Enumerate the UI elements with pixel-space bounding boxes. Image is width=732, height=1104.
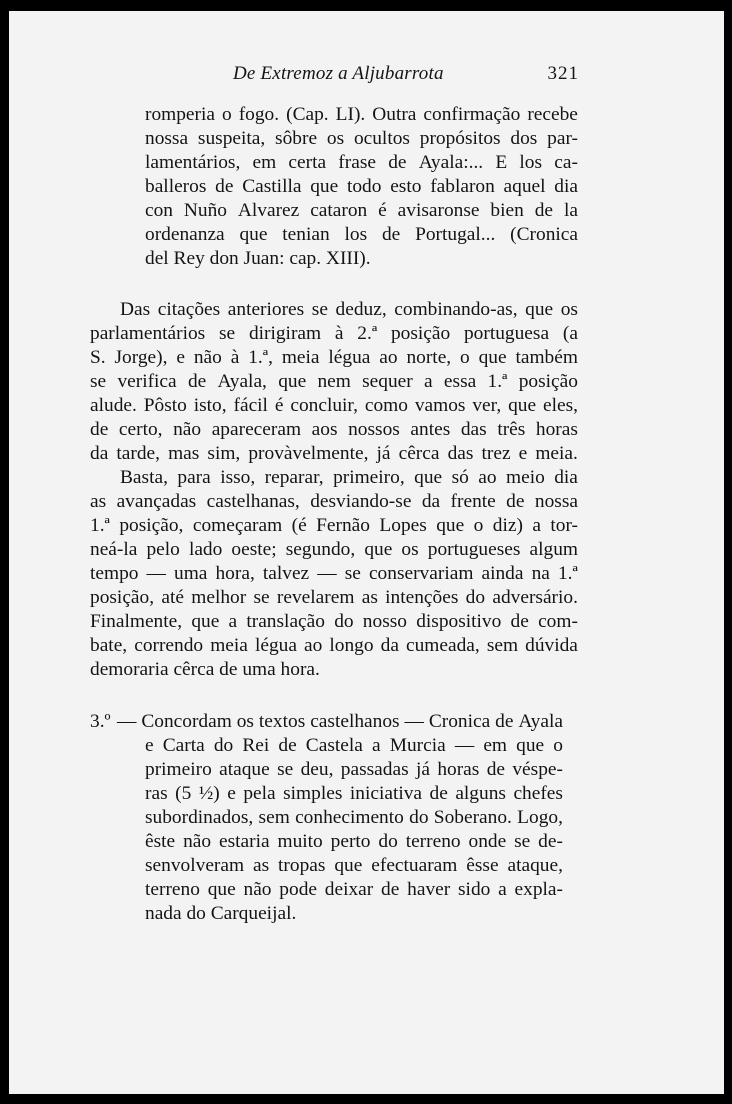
text-line: Das citações anteriores se deduz, combinando-as, que os xyxy=(120,299,578,320)
page-number: 321 xyxy=(547,63,579,84)
text-line: alude. Pôsto isto, fácil é concluir, como vamos ver, que eles, xyxy=(90,395,578,416)
text-line: lamentários, em certa frase de Ayala:... E los ca- xyxy=(145,152,578,173)
item-marker: 3.º xyxy=(90,711,111,732)
text-line: 1.ª posição, começaram (é Fernão Lopes que o diz) a tor- xyxy=(90,515,578,536)
text-line: neá-la pelo lado oeste; segundo, que os portugueses algum xyxy=(90,539,578,560)
text-line: primeiro ataque se deu, passadas já horas de véspe- xyxy=(145,759,563,780)
page-header xyxy=(89,63,579,93)
text-line: Basta, para isso, reparar, primeiro, que só ao meio dia xyxy=(120,467,578,488)
text-line: da tarde, mas sim, provàvelmente, já cêrca das trez e meia. xyxy=(90,443,578,464)
text-line: S. Jorge), e não à 1.ª, meia légua ao norte, o que também xyxy=(90,347,578,368)
text-line: senvolveram as tropas que efectuaram êsse ataque, xyxy=(145,855,563,876)
text-line: e Carta do Rei de Castela a Murcia — em que o xyxy=(145,735,563,756)
text-line: demoraria cêrca de uma hora. xyxy=(90,659,320,680)
text-line: con Nuño Alvarez cataron é avisaronse bien de la xyxy=(145,200,578,221)
text-line: as avançadas castelhanas, desviando-se da frente de nossa xyxy=(90,491,578,512)
text-line: terreno que não pode deixar de haver sido a expla- xyxy=(145,879,563,900)
text-line: nada do Carqueijal. xyxy=(145,903,297,924)
text-line: — Concordam os textos castelhanos — Cronica de Ayala xyxy=(117,711,563,732)
text-line: balleros de Castilla que todo esto fablaron aquel dia xyxy=(145,176,578,197)
text-line: ordenanza que tenian los de Portugal... (Cronica xyxy=(145,224,578,245)
text-line: Finalmente, que a translação do nosso dispositivo de com- xyxy=(90,611,578,632)
text-line: bate, correndo meia légua ao longo da cumeada, sem dúvida xyxy=(90,635,578,656)
text-line: se verifica de Ayala, que nem sequer a essa 1.ª posição xyxy=(90,371,578,392)
text-line: de certo, não apareceram aos nossos antes das três horas xyxy=(90,419,578,440)
text-line: subordinados, sem conhecimento do Soberano. Logo, xyxy=(145,807,563,828)
text-line: êste não estaria muito perto do terreno onde se de- xyxy=(145,831,563,852)
text-line: ras (5 ½) e pela simples iniciativa de alguns chefes xyxy=(145,783,563,804)
text-line: parlamentários se dirigiram à 2.ª posição portuguesa (a xyxy=(90,323,578,344)
text-line: del Rey don Juan: cap. XIII). xyxy=(145,248,371,269)
text-line: nossa suspeita, sôbre os ocultos propósitos dos par- xyxy=(145,128,578,149)
text-line: romperia o fogo. (Cap. LI). Outra confirmação recebe xyxy=(145,104,578,125)
running-title: De Extremoz a Aljubarrota xyxy=(233,63,444,84)
text-line: posição, até melhor se revelarem as intenções do adversário. xyxy=(90,587,578,608)
book-page xyxy=(9,11,724,1094)
text-line: tempo — uma hora, talvez — se conservariam ainda na 1.ª xyxy=(90,563,578,584)
